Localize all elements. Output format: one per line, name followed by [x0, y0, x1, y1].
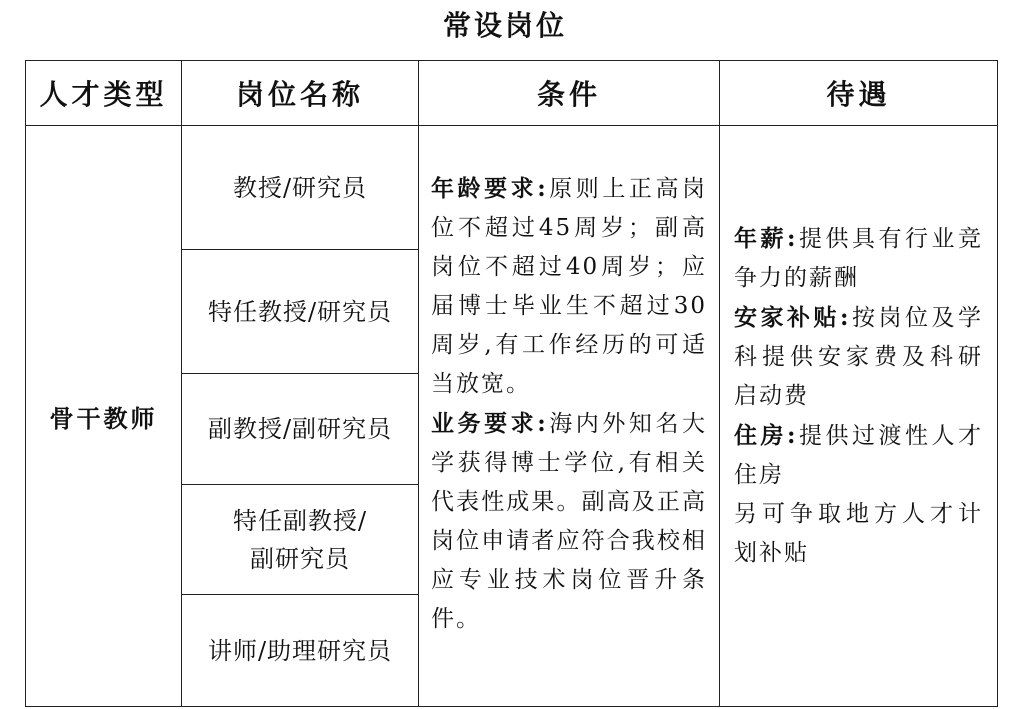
- settlement-text: 按岗位及学科提供安家费及科研启动费: [734, 305, 983, 409]
- page-title: 常设岗位: [442, 9, 567, 42]
- settlement-label: 安家补贴:: [734, 304, 851, 331]
- header-conditions: 条件: [419, 61, 720, 126]
- positions-table: [25, 60, 998, 707]
- position-cell: 讲师/助理研究员: [182, 595, 419, 707]
- work-requirement: [431, 404, 707, 639]
- age-requirement: [431, 169, 707, 404]
- salary-text: 提供具有行业竞争力的薪酬: [734, 226, 983, 291]
- position-cell: 特任教授/研究员: [182, 250, 419, 374]
- conditions-cell: [419, 126, 720, 707]
- header-row: [26, 61, 998, 126]
- header-benefits: 待遇: [720, 61, 998, 126]
- position-cell: [182, 485, 419, 595]
- housing-label: 住房:: [734, 422, 798, 449]
- work-requirement-label: 业务要求:: [431, 410, 548, 437]
- housing-text: 提供过渡性人才住房: [734, 423, 983, 488]
- header-talent-type: 人才类型: [26, 61, 182, 126]
- header-position-name: 岗位名称: [182, 61, 419, 126]
- salary-label: 年薪:: [734, 225, 798, 252]
- age-requirement-text: 原则上正高岗位不超过45周岁；副高岗位不超过40周岁；应届博士毕业生不超过30周岁,有工作经历的可适当放宽。: [431, 176, 708, 397]
- talent-type-cell: 骨干教师: [26, 126, 182, 707]
- age-requirement-label: 年龄要求:: [431, 175, 548, 202]
- settlement-benefit: [734, 298, 983, 416]
- salary-benefit: [734, 219, 983, 298]
- extra-benefit: 另可争取地方人才计划补贴: [734, 501, 983, 566]
- table-row: [26, 126, 998, 250]
- benefits-cell: [720, 126, 998, 707]
- position-text: 特任副教授/副研究员: [232, 506, 368, 573]
- housing-benefit: [734, 416, 983, 495]
- position-cell: 副教授/副研究员: [182, 374, 419, 485]
- position-cell: 教授/研究员: [182, 126, 419, 250]
- work-requirement-text: 海内外知名大学获得博士学位,有相关代表性成果。副高及正高岗位申请者应符合我校相应专业技术岗位晋升条件。: [431, 411, 708, 632]
